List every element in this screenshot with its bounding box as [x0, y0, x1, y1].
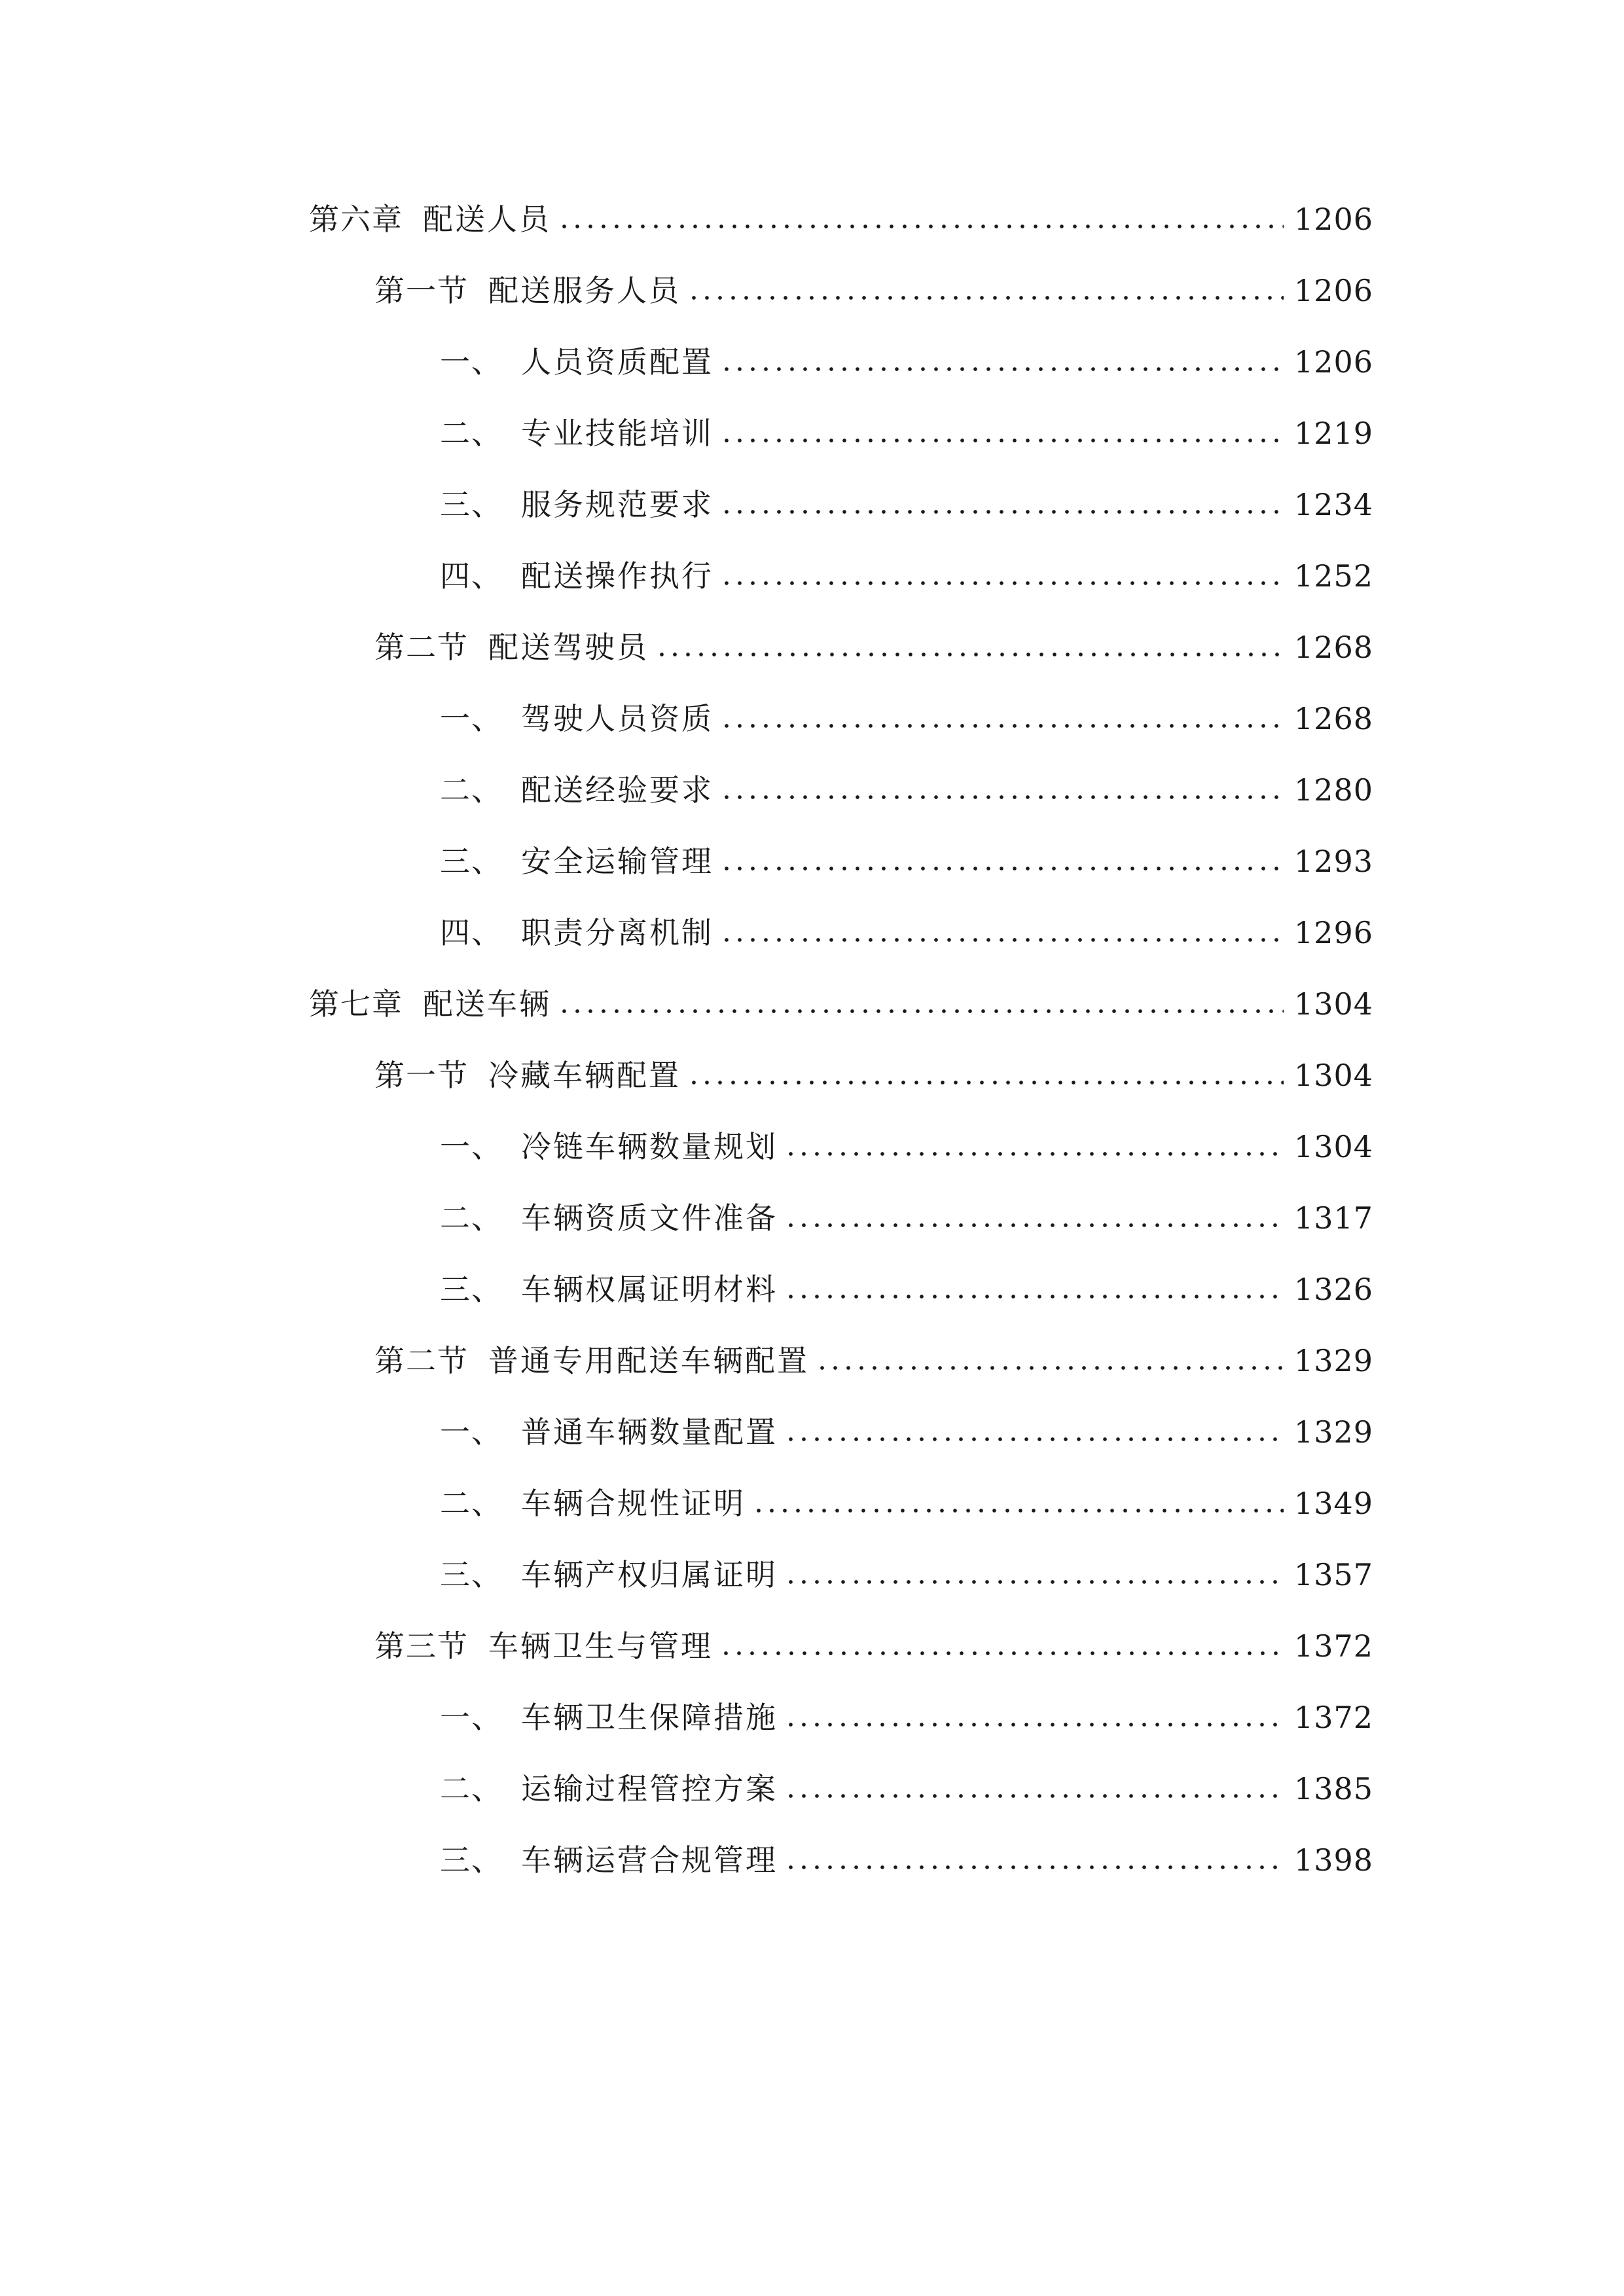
toc-entry-subsection[interactable]	[440, 1834, 1373, 1886]
toc-entry-prefix: 一、	[440, 344, 503, 380]
toc-entry-title: 车辆卫生与管理	[488, 1628, 713, 1664]
toc-entry-subsection[interactable]	[440, 1406, 1373, 1458]
dot-leader	[558, 1008, 1284, 1014]
toc-entry-page-number: 1234	[1293, 487, 1373, 522]
dot-leader	[784, 1222, 1284, 1229]
dot-leader	[784, 1864, 1284, 1871]
toc-entry-title: 车辆权属证明材料	[521, 1272, 778, 1307]
toc-entry-title: 配送经验要求	[521, 772, 713, 808]
toc-entry-page-number: 1349	[1293, 1486, 1373, 1521]
toc-entry-title: 安全运输管理	[521, 844, 713, 879]
toc-entry-title: 普通专用配送车辆配置	[488, 1343, 809, 1378]
toc-entry-prefix: 二、	[440, 1771, 503, 1806]
dot-leader	[720, 794, 1284, 800]
toc-entry-chapter-6[interactable]	[309, 193, 1373, 245]
toc-entry-prefix: 第二节	[374, 630, 469, 665]
dot-leader	[720, 580, 1284, 586]
toc-entry-page-number: 1280	[1293, 772, 1373, 808]
toc-entry-subsection[interactable]	[440, 550, 1373, 602]
toc-entry-prefix: 第六章	[309, 202, 403, 237]
dot-leader	[720, 723, 1284, 729]
toc-entry-subsection[interactable]	[440, 1691, 1373, 1744]
toc-entry-prefix: 四、	[440, 915, 503, 950]
toc-entry-title: 冷藏车辆配置	[488, 1058, 681, 1093]
toc-entry-title: 运输过程管控方案	[521, 1771, 778, 1806]
toc-entry-section[interactable]	[374, 1335, 1373, 1387]
toc-entry-title: 服务规范要求	[521, 487, 713, 522]
dot-leader	[720, 437, 1284, 444]
toc-entry-page-number: 1372	[1293, 1628, 1373, 1664]
toc-entry-title: 车辆合规性证明	[521, 1486, 746, 1521]
toc-entry-title: 车辆运营合规管理	[521, 1842, 778, 1878]
toc-entry-subsection[interactable]	[440, 692, 1373, 745]
toc-entry-subsection[interactable]	[440, 1549, 1373, 1601]
toc-entry-section[interactable]	[374, 264, 1373, 317]
toc-entry-prefix: 三、	[440, 1557, 503, 1592]
toc-entry-title: 配送操作执行	[521, 558, 713, 594]
toc-entry-subsection[interactable]	[440, 1121, 1373, 1173]
toc-entry-title: 配送驾驶员	[488, 630, 649, 665]
toc-entry-page-number: 1304	[1293, 1058, 1373, 1093]
toc-entry-page-number: 1206	[1293, 202, 1373, 237]
toc-entry-title: 冷链车辆数量规划	[521, 1129, 778, 1164]
toc-entry-prefix: 三、	[440, 844, 503, 879]
toc-entry-prefix: 二、	[440, 1486, 503, 1521]
dot-leader	[720, 366, 1284, 372]
toc-entry-subsection[interactable]	[440, 1477, 1373, 1530]
dot-leader	[784, 1293, 1284, 1300]
toc-entry-section[interactable]	[374, 1620, 1373, 1672]
toc-entry-title: 车辆资质文件准备	[521, 1200, 778, 1236]
toc-entry-title: 配送车辆	[423, 986, 551, 1022]
toc-entry-prefix: 三、	[440, 487, 503, 522]
toc-entry-title: 配送人员	[423, 202, 551, 237]
toc-entry-page-number: 1372	[1293, 1700, 1373, 1735]
toc-entry-page-number: 1329	[1293, 1414, 1373, 1450]
toc-entry-title: 人员资质配置	[521, 344, 713, 380]
toc-entry-page-number: 1206	[1293, 344, 1373, 380]
toc-entry-title: 车辆产权归属证明	[521, 1557, 778, 1592]
dot-leader	[687, 295, 1284, 301]
toc-entry-subsection[interactable]	[440, 764, 1373, 816]
toc-entry-page-number: 1252	[1293, 558, 1373, 594]
toc-entry-subsection[interactable]	[440, 1263, 1373, 1316]
toc-entry-prefix: 第三节	[374, 1628, 469, 1664]
toc-entry-page-number: 1317	[1293, 1200, 1373, 1236]
toc-entry-subsection[interactable]	[440, 407, 1373, 459]
dot-leader	[655, 651, 1284, 658]
toc-entry-page-number: 1293	[1293, 844, 1373, 879]
toc-entry-prefix: 二、	[440, 416, 503, 451]
dot-leader	[784, 1436, 1284, 1443]
dot-leader	[816, 1365, 1284, 1371]
toc-entry-title: 驾驶人员资质	[521, 701, 713, 736]
toc-entry-page-number: 1385	[1293, 1771, 1373, 1806]
toc-entry-prefix: 一、	[440, 1700, 503, 1735]
dot-leader	[784, 1721, 1284, 1728]
toc-entry-page-number: 1296	[1293, 915, 1373, 950]
toc-entry-prefix: 第一节	[374, 1058, 469, 1093]
toc-entry-page-number: 1304	[1293, 986, 1373, 1022]
dot-leader	[558, 223, 1284, 230]
toc-entry-prefix: 一、	[440, 1129, 503, 1164]
dot-leader	[720, 937, 1284, 943]
toc-entry-page-number: 1326	[1293, 1272, 1373, 1307]
toc-entry-prefix: 二、	[440, 1200, 503, 1236]
toc-entry-subsection[interactable]	[440, 478, 1373, 531]
toc-entry-section[interactable]	[374, 621, 1373, 673]
toc-entry-chapter-7[interactable]	[309, 978, 1373, 1030]
toc-entry-title: 配送服务人员	[488, 273, 681, 308]
toc-entry-prefix: 第二节	[374, 1343, 469, 1378]
toc-entry-subsection[interactable]	[440, 1192, 1373, 1244]
dot-leader	[752, 1507, 1284, 1514]
toc-entry-prefix: 三、	[440, 1842, 503, 1878]
dot-leader	[720, 509, 1284, 515]
toc-entry-section[interactable]	[374, 1049, 1373, 1102]
dot-leader	[784, 1793, 1284, 1799]
toc-entry-prefix: 二、	[440, 772, 503, 808]
toc-entry-subsection[interactable]	[440, 1763, 1373, 1815]
dot-leader	[719, 1650, 1284, 1657]
toc-entry-title: 车辆卫生保障措施	[521, 1700, 778, 1735]
toc-entry-title: 专业技能培训	[521, 416, 713, 451]
toc-entry-subsection[interactable]	[440, 336, 1373, 388]
dot-leader	[784, 1151, 1284, 1157]
toc-entry-page-number: 1206	[1293, 273, 1373, 308]
toc-entry-title: 普通车辆数量配置	[521, 1414, 778, 1450]
toc-entry-title: 职责分离机制	[521, 915, 713, 950]
toc-entry-page-number: 1357	[1293, 1557, 1373, 1592]
toc-entry-page-number: 1268	[1293, 630, 1373, 665]
toc-entry-prefix: 第七章	[309, 986, 403, 1022]
dot-leader	[784, 1579, 1284, 1585]
toc-entry-prefix: 第一节	[374, 273, 469, 308]
toc-entry-subsection[interactable]	[440, 835, 1373, 888]
toc-entry-page-number: 1219	[1293, 416, 1373, 451]
dot-leader	[687, 1079, 1284, 1086]
toc-entry-page-number: 1304	[1293, 1129, 1373, 1164]
toc-entry-prefix: 一、	[440, 701, 503, 736]
toc-entry-page-number: 1398	[1293, 1842, 1373, 1878]
toc-entry-subsection[interactable]	[440, 906, 1373, 959]
toc-entry-page-number: 1329	[1293, 1343, 1373, 1378]
dot-leader	[720, 865, 1284, 872]
toc-entry-prefix: 一、	[440, 1414, 503, 1450]
toc-entry-prefix: 三、	[440, 1272, 503, 1307]
toc-entry-page-number: 1268	[1293, 701, 1373, 736]
toc-entry-prefix: 四、	[440, 558, 503, 594]
